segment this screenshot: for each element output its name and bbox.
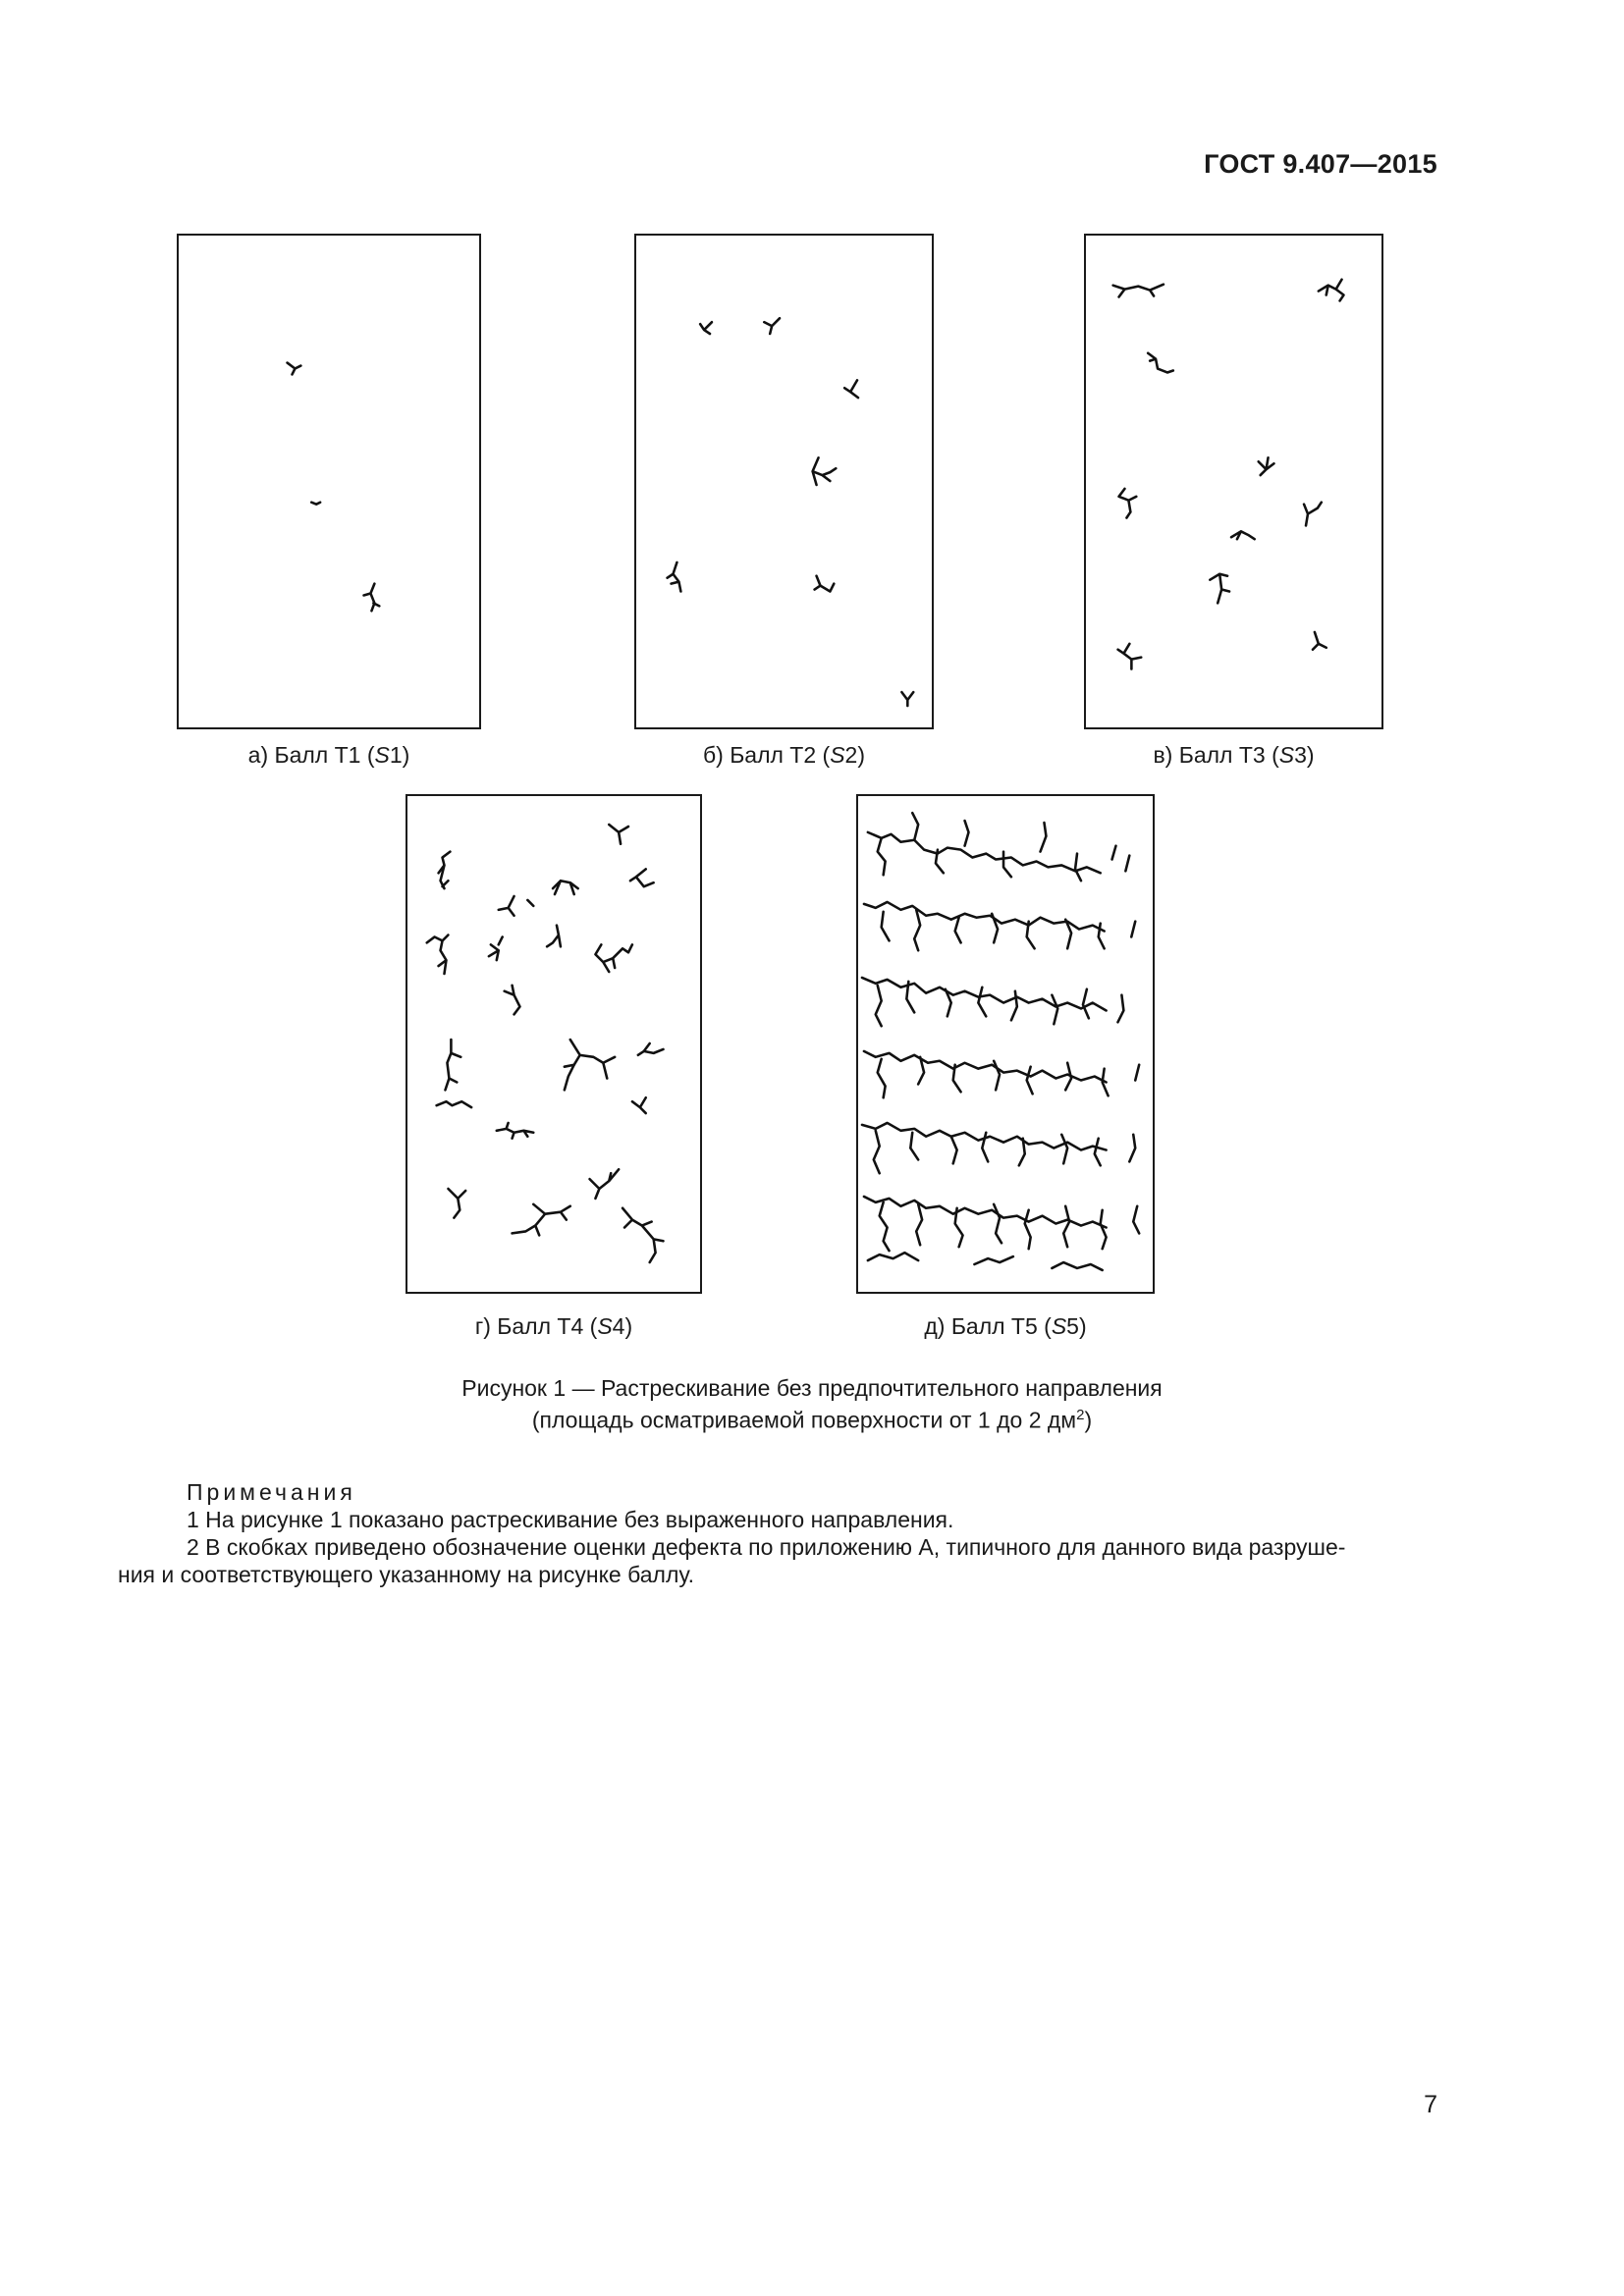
crack-panel-t4 [406,794,702,1294]
document-header: ГОСТ 9.407—2015 [1204,149,1437,179]
panel-caption-t5: д) Балл Т5 (S5) [924,1313,1087,1339]
figure-caption-line2: (площадь осматриваемой поверхности от 1 до 2 $дм^2$) [531,1407,1093,1433]
crack-panel-t2 [634,234,934,729]
figure-caption-line1: Рисунок 1 — Растрескивание без предпочтительного направления [461,1375,1163,1401]
crack-panel-t1 [177,234,481,729]
crack-panel-t5 [856,794,1155,1294]
crack-panel-t3 [1084,234,1383,729]
notes-section [118,1478,1443,1588]
crack-pattern-t3 [1086,236,1381,727]
panel-caption-t3: в) Балл Т3 (S3) [1153,742,1315,768]
panel-caption-t1: а) Балл Т1 (S1) [247,742,410,768]
crack-pattern-t5 [858,796,1153,1292]
crack-pattern-t1 [179,236,479,727]
panel-caption-t4: г) Балл Т4 (S4) [474,1313,633,1339]
page-number: 7 [1424,2091,1437,2118]
note-2-line1: 2 В скобках приведено обозначение оценки дефекта по приложению А, типичного для данного вида разруше- [187,1534,1346,1560]
crack-pattern-t4 [407,796,700,1292]
panel-caption-t2: б) Балл Т2 (S2) [702,742,866,768]
notes-heading: Примечания [187,1479,356,1505]
figure-caption [0,1374,1624,1434]
note-2-line2: ния и соответствующего указанному на рисунке баллу. [118,1562,694,1587]
note-1: 1 На рисунке 1 показано растрескивание без выраженного направления. [187,1507,954,1532]
crack-pattern-t2 [636,236,932,727]
